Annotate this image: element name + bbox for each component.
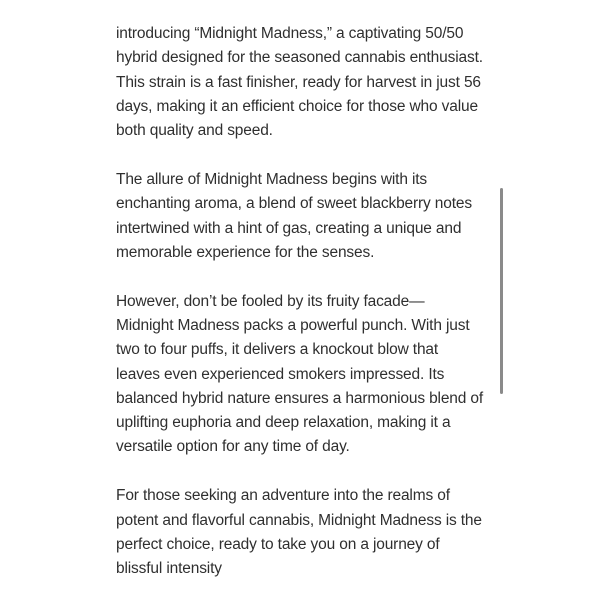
text-line: blissful intensity xyxy=(116,560,222,578)
text-line: balanced hybrid nature ensures a harmonious blend of xyxy=(116,389,484,407)
text-line: For those seeking an adventure into the realms of xyxy=(116,487,450,505)
text-line: perfect choice, ready to take you on a journey of xyxy=(116,535,440,553)
text-line: introducing “Midnight Madness,” a captivating 50/50 xyxy=(116,25,464,42)
text-line: The allure of Midnight Madness begins with its xyxy=(116,170,428,188)
text-line: potent and flavorful cannabis, Midnight Madness is the xyxy=(116,511,482,529)
text-line: days, making it an efficient choice for those who value xyxy=(116,97,478,115)
text-line: uplifting euphoria and deep relaxation, making it a xyxy=(116,414,451,432)
article-body xyxy=(116,22,496,600)
text-line: Midnight Madness packs a powerful punch. With just xyxy=(116,316,470,334)
paragraph-intro xyxy=(116,22,496,143)
text-line: enchanting aroma, a blend of sweet blackberry notes xyxy=(116,195,472,213)
text-line: leaves even experienced smokers impressed. Its xyxy=(116,365,445,383)
text-line: However, don’t be fooled by its fruity facade— xyxy=(116,292,425,310)
text-line: two to four puffs, it delivers a knockout blow that xyxy=(116,341,439,359)
text-line: memorable experience for the senses. xyxy=(116,243,375,261)
vertical-scrollbar[interactable] xyxy=(500,188,503,394)
text-line: hybrid designed for the seasoned cannabis enthusiast. xyxy=(116,49,483,67)
paragraph-effects xyxy=(116,290,496,460)
text-line: both quality and speed. xyxy=(116,122,273,140)
text-line: intertwined with a hint of gas, creating a unique and xyxy=(116,219,462,237)
text-line: versatile option for any time of day. xyxy=(116,438,350,456)
text-line: This strain is a fast finisher, ready for harvest in just 56 xyxy=(116,73,481,91)
paragraph-conclusion xyxy=(116,484,496,581)
paragraph-aroma xyxy=(116,168,496,265)
